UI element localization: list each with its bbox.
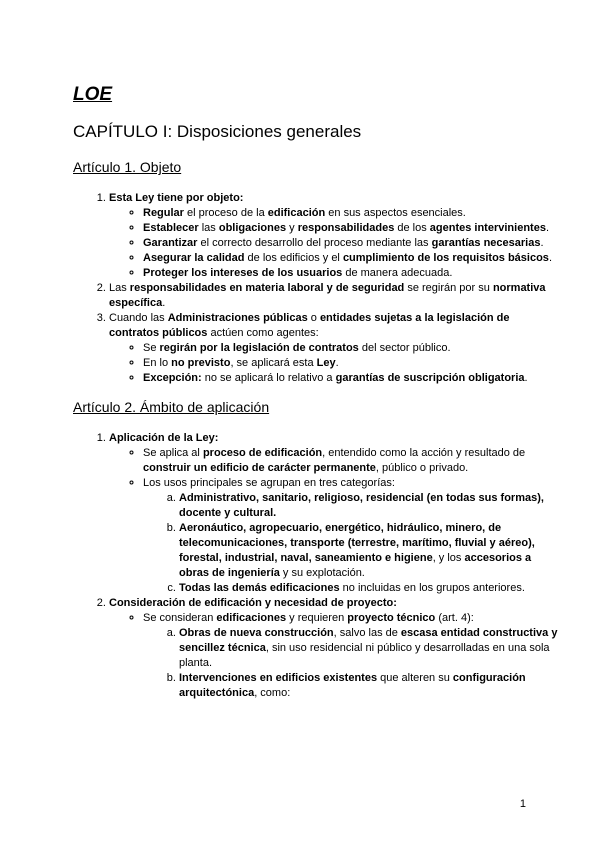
art1-item-3-sub-3: ◦ Excepción: no se aplicará lo relativo a garantías de suscripción obligatoria. — [143, 371, 560, 386]
art1-item-1-sub-2: ◦ Establecer las obligaciones y responsabilidades de los agentes intervinientes. — [143, 221, 560, 236]
art2-item-1-sub-2: ◦ Los usos principales se agrupan en tres categorías: a. Administrativo, sanitario, religioso, residencial (en todas sus formas), docente y cultural. b. Aeronáutico, agropecuario, energético, hidráulico, minero, de telecomunicaciones, transporte (terrestre, marítimo, fluvial y aéreo), forestal, industrial, naval, saneamiento e higiene, y los accesorios a obras de ingeniería y su explotación. c. Todas las demás edificaciones no incluidas en los grupos anteriores. — [143, 476, 560, 596]
art2-item-2-sublist — [109, 611, 560, 701]
edification-type-b: b. Intervenciones en edificios existentes que alteren su configuración arquitectónica, como: — [179, 671, 560, 701]
article-1-list — [73, 191, 560, 386]
usage-category-b: b. Aeronáutico, agropecuario, energético, hidráulico, minero, de telecomunicaciones, transporte (terrestre, marítimo, fluvial y aéreo), forestal, industrial, naval, saneamiento e higiene, y los accesorios a obras de ingeniería y su explotación. — [179, 521, 560, 581]
art1-item-3: 3. Cuando las Administraciones públicas o entidades sujetas a la legislación de contratos públicos actúen como agentes: ◦ Se regirán por la legislación de contratos del sector público. ◦ En lo no previsto, se aplicará esta Ley. ◦ Excepción: no se aplicará lo relativo a garantías de suscripción obligatoria. — [109, 311, 560, 386]
art1-item-1-sublist — [109, 206, 560, 281]
art1-item-1-sub-4: ◦ Asegurar la calidad de los edificios y el cumplimiento de los requisitos básicos. — [143, 251, 560, 266]
chapter-title: CAPÍTULO I: Disposiciones generales — [73, 122, 362, 141]
art1-item-1-sub-3: ◦ Garantizar el correcto desarrollo del proceso mediante las garantías necesarias. — [143, 236, 560, 251]
usage-category-c: c. Todas las demás edificaciones no incluidas en los grupos anteriores. — [179, 581, 560, 596]
article-2-title: Artículo 2. Ámbito de aplicación — [73, 399, 270, 415]
art1-item-1 — [109, 191, 560, 281]
usage-categories-list — [143, 491, 560, 596]
art2-item-2-head: Consideración de edificación y necesidad de proyecto: — [109, 597, 397, 609]
article-2-list — [73, 431, 560, 701]
edification-type-a: a. Obras de nueva construcción, salvo las de escasa entidad constructiva y sencillez técnica, sin uso residencial ni público y desarrolladas en una sola planta. — [179, 626, 560, 671]
edification-types-list — [143, 626, 560, 701]
art2-item-2 — [109, 596, 560, 701]
art2-item-1-sub-1: ◦ Se aplica al proceso de edificación, entendido como la acción y resultado de construir un edificio de carácter permanente, público o privado. — [143, 446, 560, 476]
art2-item-1-head: Aplicación de la Ley: — [109, 432, 219, 444]
art2-item-2-sub-1: ◦ Se consideran edificaciones y requieren proyecto técnico (art. 4): a. Obras de nueva construcción, salvo las de escasa entidad constructiva y sencillez técnica, sin uso residencial ni público y desarrolladas en una sola planta. b. Intervenciones en edificios existentes que alteren su configuración arquitectónica, como: — [143, 611, 560, 701]
art1-item-3-sublist — [109, 341, 560, 386]
page-number: 1 — [519, 798, 526, 810]
art1-item-3-sub-1: ◦ Se regirán por la legislación de contratos del sector público. — [143, 341, 560, 356]
art1-item-1-head: Esta Ley tiene por objeto: — [109, 192, 244, 204]
usage-category-a: a. Administrativo, sanitario, religioso, residencial (en todas sus formas), docente y cultural. — [179, 491, 560, 521]
article-1-title: Artículo 1. Objeto — [73, 159, 182, 175]
document-title: LOE — [73, 84, 113, 105]
art1-item-2: 2. Las responsabilidades en materia laboral y de seguridad se regirán por su normativa específica. — [109, 281, 560, 311]
art1-item-3-sub-2: ◦ En lo no previsto, se aplicará esta Ley. — [143, 356, 560, 371]
art1-item-1-sub-1: ◦ Regular el proceso de la edificación en sus aspectos esenciales. — [143, 206, 560, 221]
art2-item-1 — [109, 431, 560, 596]
art1-item-1-sub-5: ◦ Proteger los intereses de los usuarios de manera adecuada. — [143, 266, 560, 281]
art2-item-1-sublist — [109, 446, 560, 596]
